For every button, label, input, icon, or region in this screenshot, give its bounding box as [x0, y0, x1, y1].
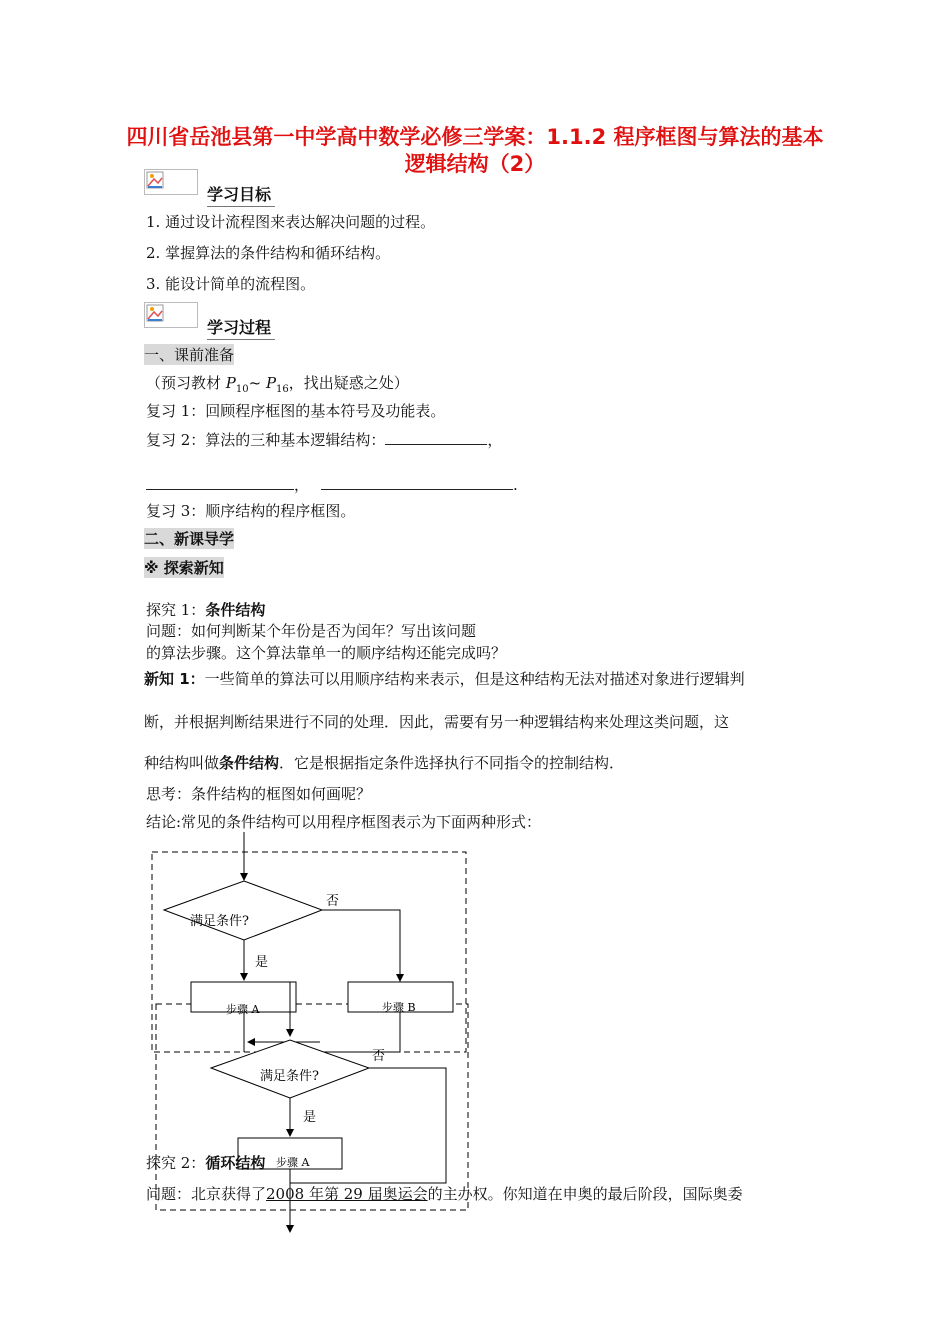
inquiry-1: 探究 1：条件结构 [146, 601, 266, 619]
goal-item: 1. 通过设计流程图来表达解决问题的过程。 [146, 213, 436, 231]
question-1-line: 的算法步骤。这个算法靠单一的顺序结构还能完成吗？ [146, 644, 507, 662]
no-label-1: 否 [326, 894, 340, 909]
explore-heading: ※ 探索新知 [144, 559, 224, 577]
review-2-blanks: ， . [146, 474, 518, 495]
flow-arrow [322, 910, 400, 981]
goal-item: 3. 能设计简单的流程图。 [146, 275, 316, 293]
process-label-a1: 步骤 A [226, 1003, 260, 1016]
think-prompt: 思考：条件结构的框图如何画呢？ [146, 785, 372, 803]
decision-diamond-1 [164, 881, 322, 940]
decision-label-1: 满足条件? [190, 914, 249, 929]
dashed-frame-1 [152, 852, 466, 1052]
review-3: 复习 3：顺序结构的程序框图。 [146, 502, 356, 520]
page-title: 四川省岳池县第一中学高中数学必修三学案：1.1.2 程序框图与算法的基本逻辑结构（2） [126, 125, 824, 176]
section-heading: 一、课前准备 [144, 346, 235, 364]
process-label-a2: 步骤 A [276, 1156, 310, 1169]
goals-heading: 学习目标 [207, 182, 275, 207]
yes-label-2: 是 [303, 1110, 317, 1125]
process-heading: 学习过程 [207, 315, 275, 340]
no-label-2: 否 [372, 1049, 386, 1064]
dashed-frame-2 [156, 1004, 468, 1210]
question-1-line: 问题：如何判断某个年份是否为闰年？写出该问题 [146, 622, 477, 640]
review-2: 复习 2：算法的三种基本逻辑结构： ， [146, 431, 503, 449]
preview-note: （预习教材 $P_{10}\sim$ $P_{16}$，找出疑惑之处） [146, 374, 409, 395]
flow-line [320, 1012, 400, 1052]
process-label-b: 步骤 B [382, 1001, 416, 1014]
new-knowledge-line: 新知 1：一些简单的算法可以用顺序结构来表示，但是这种结构无法对描述对象进行逻辑判 [144, 670, 745, 688]
conclusion: 结论:常见的条件结构可以用程序框图表示为下面两种形式： [146, 813, 542, 831]
inquiry-2: 探究 2：循环结构 [146, 1154, 266, 1172]
new-knowledge-line: 断，并根据判断结果进行不同的处理．因此，需要有另一种逻辑结构来处理这类问题，这 [144, 713, 730, 731]
review-1: 复习 1：回顾程序框图的基本符号及功能表。 [146, 402, 446, 420]
new-knowledge-line: 种结构叫做条件结构．它是根据指定条件选择执行不同指令的控制结构． [144, 754, 625, 772]
section-heading: 二、新课导学 [144, 530, 235, 548]
yes-label-1: 是 [255, 955, 269, 970]
decision-label-2: 满足条件? [260, 1069, 319, 1084]
question-2: 问题：北京获得了2008 年第 29 届奥运会的主办权。你知道在申奥的最后阶段，国际奥委 [146, 1185, 743, 1203]
goal-item: 2. 掌握算法的条件结构和循环结构。 [146, 244, 391, 262]
